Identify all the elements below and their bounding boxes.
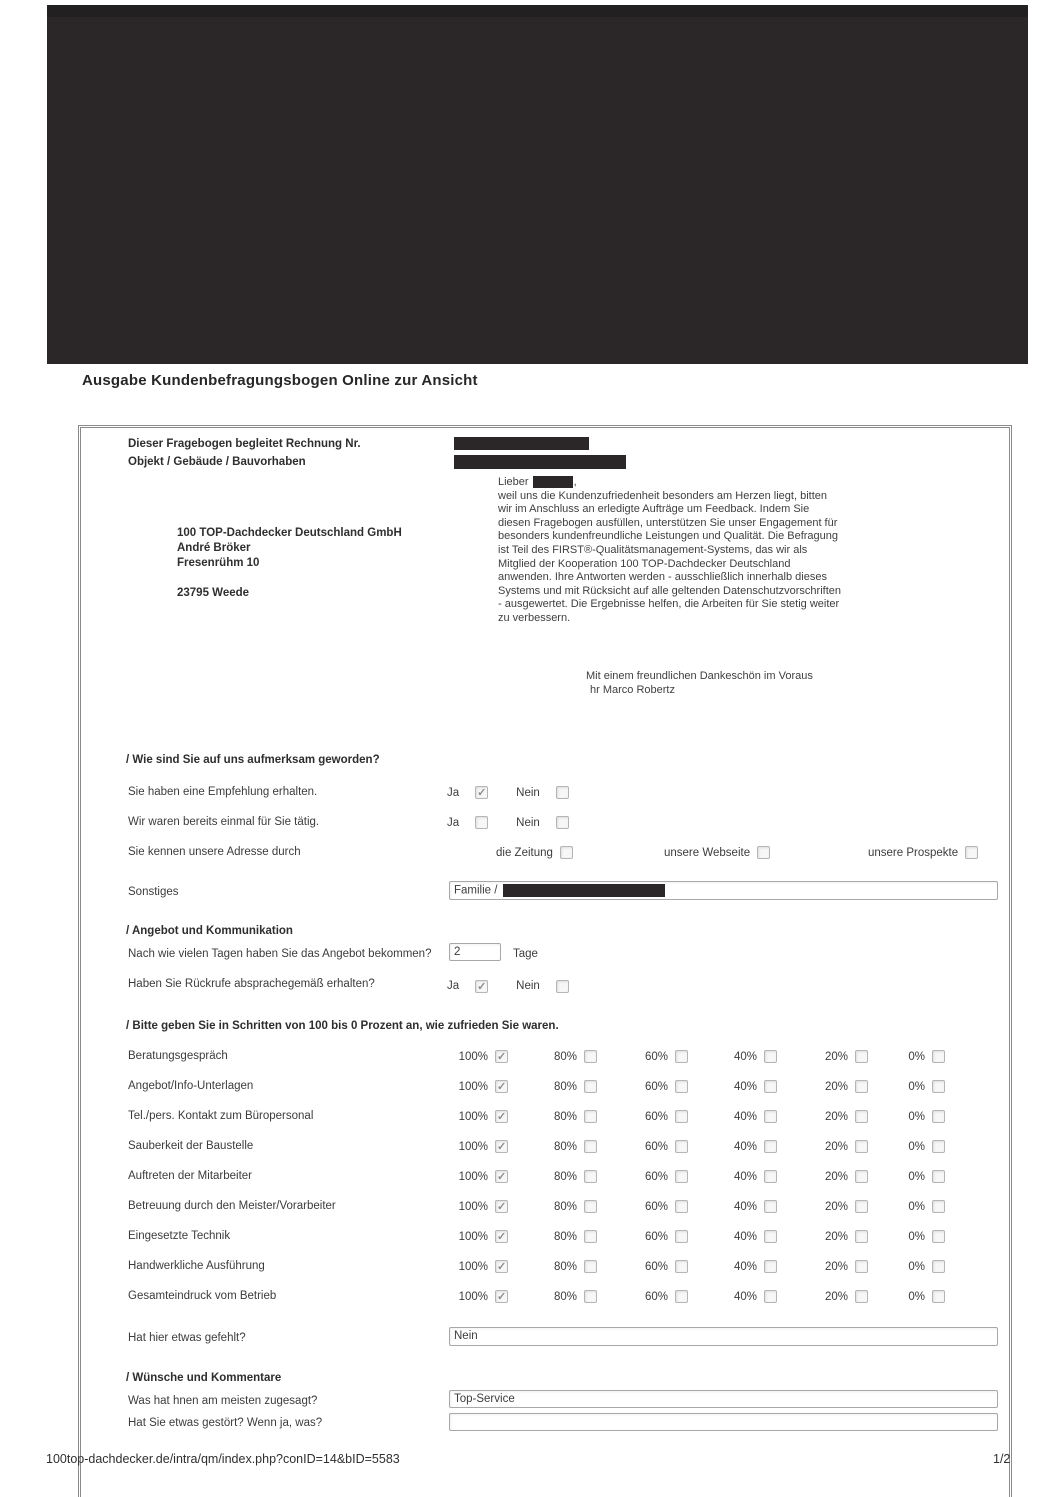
rating-option (543, 1050, 597, 1063)
letter-body: weil uns die Kundenzufriedenheit besonders am Herzen liegt, bitten wir im Anschluss an erledigte Aufträge um Feedback. Indem Sie diesen Fragebogen ausfüllen, unterstützen Sie unser Engagement für besonders kundenfreundliche Leistungen und Qualität. Die Befragung ist Teil des FIRST®-Qualitätsmanagement-Systems, das wir als Mitglied der Kooperation 100 TOP-Dachdecker Deutschland anwenden. Ihre Antworten werden - ausschließlich innerhalb dieses Systems und mit Rücksicht auf alle geltenden Datenschutzvorschriften - ausgewertet. Die Ergebnisse helfen, die Arbeiten für Sie stetig weiter zu verbessern. (498, 489, 841, 624)
checkbox-icon[interactable] (932, 1080, 945, 1093)
address-option (868, 846, 978, 859)
yes-label: Ja (447, 786, 460, 799)
rating-label: Angebot/Info-Unterlagen (128, 1080, 254, 1092)
question-label: Sie haben eine Empfehlung erhalten. (128, 786, 318, 798)
percent-label: 40% (733, 1170, 757, 1183)
checkbox-checked-icon[interactable] (495, 1230, 508, 1243)
checkbox-icon[interactable] (764, 1260, 777, 1273)
percent-label: 60% (644, 1170, 668, 1183)
address-option-label: unsere Prospekte (868, 846, 959, 859)
rating-option (814, 1290, 868, 1303)
percent-label: 80% (553, 1200, 577, 1213)
percent-label: 40% (733, 1050, 757, 1063)
rating-option (634, 1170, 688, 1183)
footer-page-indicator: 1/2 (993, 1452, 1011, 1466)
liked-input[interactable] (449, 1390, 998, 1408)
rating-option (454, 1230, 508, 1243)
rating-label: Tel./pers. Kontakt zum Büropersonal (128, 1110, 314, 1122)
checkbox-icon[interactable] (855, 1140, 868, 1153)
rating-option (543, 1200, 597, 1213)
rating-option (634, 1230, 688, 1243)
percent-label: 100% (458, 1080, 488, 1093)
checkbox-icon[interactable] (584, 1260, 597, 1273)
percent-label: 60% (644, 1080, 668, 1093)
percent-label: 40% (733, 1230, 757, 1243)
percent-label: 60% (644, 1230, 668, 1243)
percent-label: 20% (824, 1140, 848, 1153)
rating-row (81, 1110, 1015, 1126)
percent-label: 40% (733, 1200, 757, 1213)
page-title: Ausgabe Kundenbefragungsbogen Online zur Ansicht (82, 372, 478, 389)
awareness-question-row (81, 816, 1015, 832)
checkbox-icon[interactable] (764, 1080, 777, 1093)
checkbox-icon[interactable] (855, 1230, 868, 1243)
checkbox-icon[interactable] (584, 1080, 597, 1093)
checkbox-icon[interactable] (932, 1260, 945, 1273)
yes-label: Ja (447, 816, 460, 829)
rating-option (891, 1170, 945, 1183)
rating-row (81, 1050, 1015, 1066)
checkbox-icon[interactable] (932, 1290, 945, 1303)
rating-option (814, 1170, 868, 1183)
rating-row (81, 1200, 1015, 1216)
missing-input[interactable] (449, 1327, 998, 1346)
days-value: 2 (454, 946, 461, 958)
section-awareness-title: / Wie sind Sie auf uns aufmerksam geworden? (126, 754, 380, 766)
rating-option (543, 1170, 597, 1183)
rating-row (81, 1230, 1015, 1246)
checkbox-icon[interactable] (584, 1050, 597, 1063)
rating-option (891, 1290, 945, 1303)
checkbox-icon[interactable] (584, 1230, 597, 1243)
checkbox-icon[interactable] (764, 1140, 777, 1153)
checkbox-icon[interactable] (556, 980, 569, 993)
percent-label: 40% (733, 1260, 757, 1273)
rating-option (814, 1080, 868, 1093)
rating-option (454, 1170, 508, 1183)
checkbox-icon[interactable] (584, 1170, 597, 1183)
checkbox-icon[interactable] (675, 1200, 688, 1213)
rating-option (891, 1200, 945, 1213)
rating-option (814, 1230, 868, 1243)
rating-option (723, 1140, 777, 1153)
checkbox-icon[interactable] (855, 1110, 868, 1123)
percent-label: 80% (553, 1110, 577, 1123)
percent-label: 40% (733, 1110, 757, 1123)
sender-city: 23795 Weede (177, 587, 250, 599)
checkbox-icon[interactable] (932, 1050, 945, 1063)
percent-label: 0% (908, 1110, 925, 1123)
closing-line1: Mit einem freundlichen Dankeschön im Voraus (586, 670, 813, 682)
checkbox-icon[interactable] (764, 1230, 777, 1243)
disturbed-label: Hat Sie etwas gestört? Wenn ja, was? (128, 1417, 323, 1429)
rating-option (454, 1290, 508, 1303)
percent-label: 100% (458, 1170, 488, 1183)
other-label: Sonstiges (128, 886, 179, 898)
rating-option (634, 1140, 688, 1153)
address-question-label: Sie kennen unsere Adresse durch (128, 846, 301, 858)
percent-label: 80% (553, 1050, 577, 1063)
percent-label: 100% (458, 1230, 488, 1243)
liked-label: Was hat hnen am meisten zugesagt? (128, 1395, 318, 1407)
checkbox-icon[interactable] (855, 1080, 868, 1093)
rating-option (723, 1050, 777, 1063)
percent-label: 0% (908, 1260, 925, 1273)
percent-label: 60% (644, 1260, 668, 1273)
question-label: Wir waren bereits einmal für Sie tätig. (128, 816, 320, 828)
rating-option (454, 1200, 508, 1213)
checkbox-icon[interactable] (855, 1260, 868, 1273)
salutation-prefix: Lieber (498, 476, 529, 488)
percent-label: 100% (458, 1140, 488, 1153)
checkbox-icon[interactable] (675, 1230, 688, 1243)
checkbox-icon[interactable] (556, 816, 569, 829)
address-option-label: die Zeitung (496, 846, 553, 859)
object-label: Objekt / Gebäude / Bauvorhaben (128, 456, 306, 468)
footer-url: 100top-dachdecker.de/intra/qm/index.php?conID=14&bID=5583 (46, 1452, 400, 1466)
address-options (81, 846, 1015, 862)
rating-option (723, 1110, 777, 1123)
rating-option (454, 1140, 508, 1153)
checkbox-icon[interactable] (560, 846, 573, 859)
rating-option (543, 1290, 597, 1303)
rating-label: Betreuung durch den Meister/Vorarbeiter (128, 1200, 336, 1212)
rating-option (454, 1260, 508, 1273)
rating-option (891, 1230, 945, 1243)
checkbox-icon[interactable] (932, 1110, 945, 1123)
rating-option (723, 1260, 777, 1273)
days-question-label: Nach wie vielen Tagen haben Sie das Angebot bekommen? (128, 948, 432, 960)
percent-label: 100% (458, 1200, 488, 1213)
percent-label: 80% (553, 1290, 577, 1303)
percent-label: 80% (553, 1080, 577, 1093)
callback-question-label: Haben Sie Rückrufe absprachegemäß erhalten? (128, 978, 375, 990)
rating-option (634, 1290, 688, 1303)
rating-option (634, 1080, 688, 1093)
percent-label: 80% (553, 1170, 577, 1183)
checkbox-icon[interactable] (675, 1110, 688, 1123)
percent-label: 100% (458, 1290, 488, 1303)
percent-label: 20% (824, 1290, 848, 1303)
missing-label: Hat hier etwas gefehlt? (128, 1332, 246, 1344)
rating-row (81, 1140, 1015, 1156)
checkbox-icon[interactable] (764, 1050, 777, 1063)
checkbox-checked-icon[interactable] (475, 786, 488, 799)
rating-option (723, 1230, 777, 1243)
rating-option (814, 1200, 868, 1213)
percent-label: 60% (644, 1290, 668, 1303)
rating-option (543, 1260, 597, 1273)
rating-option (891, 1140, 945, 1153)
rating-option (634, 1260, 688, 1273)
rating-option (814, 1140, 868, 1153)
checkbox-icon[interactable] (932, 1230, 945, 1243)
rating-option (454, 1080, 508, 1093)
days-unit-label: Tage (513, 948, 538, 960)
rating-row (81, 1290, 1015, 1306)
rating-option (723, 1170, 777, 1183)
no-label: Nein (516, 816, 540, 829)
rating-option (891, 1110, 945, 1123)
section-comments-title: / Wünsche und Kommentare (126, 1372, 282, 1384)
letter-closing (586, 670, 813, 697)
rating-row (81, 1260, 1015, 1276)
checkbox-checked-icon[interactable] (495, 1200, 508, 1213)
rating-option (814, 1110, 868, 1123)
rating-option (814, 1050, 868, 1063)
callback-yes-no (447, 978, 569, 994)
checkbox-icon[interactable] (932, 1140, 945, 1153)
checkbox-checked-icon[interactable] (495, 1260, 508, 1273)
percent-label: 20% (824, 1260, 848, 1273)
percent-label: 0% (908, 1140, 925, 1153)
rating-label: Eingesetzte Technik (128, 1230, 231, 1242)
days-input[interactable] (449, 943, 501, 961)
invoice-number-label: Dieser Fragebogen begleitet Rechnung Nr. (128, 438, 361, 450)
checkbox-icon[interactable] (584, 1140, 597, 1153)
checkbox-checked-icon[interactable] (495, 1080, 508, 1093)
sender-contact: André Bröker (177, 542, 251, 554)
yes-no-pair (447, 786, 569, 799)
rating-option (634, 1050, 688, 1063)
checkbox-icon[interactable] (932, 1200, 945, 1213)
percent-label: 40% (733, 1080, 757, 1093)
rating-label: Beratungsgespräch (128, 1050, 228, 1062)
rating-row (81, 1080, 1015, 1096)
rating-option (723, 1080, 777, 1093)
checkbox-icon[interactable] (675, 1170, 688, 1183)
checkbox-icon[interactable] (556, 786, 569, 799)
checkbox-checked-icon[interactable] (475, 980, 488, 993)
address-option-label: unsere Webseite (664, 846, 751, 859)
rating-option (634, 1200, 688, 1213)
no-label: Nein (516, 786, 540, 799)
percent-label: 60% (644, 1110, 668, 1123)
rating-option (891, 1050, 945, 1063)
checkbox-icon[interactable] (675, 1140, 688, 1153)
missing-value: Nein (454, 1330, 478, 1342)
address-option (664, 846, 770, 859)
redacted-header-block (47, 5, 1028, 364)
disturbed-input[interactable] (449, 1413, 998, 1431)
checkbox-checked-icon[interactable] (495, 1140, 508, 1153)
checkbox-checked-icon[interactable] (495, 1050, 508, 1063)
yes-no-pair (447, 816, 569, 829)
checkbox-icon[interactable] (584, 1200, 597, 1213)
percent-label: 20% (824, 1170, 848, 1183)
address-option (496, 846, 573, 859)
percent-label: 0% (908, 1170, 925, 1183)
rating-option (454, 1110, 508, 1123)
percent-label: 0% (908, 1230, 925, 1243)
percent-label: 40% (733, 1140, 757, 1153)
rating-option (634, 1110, 688, 1123)
percent-label: 20% (824, 1050, 848, 1063)
other-input[interactable] (449, 881, 998, 900)
checkbox-icon[interactable] (675, 1050, 688, 1063)
percent-label: 80% (553, 1140, 577, 1153)
checkbox-icon[interactable] (965, 846, 978, 859)
rating-option (543, 1230, 597, 1243)
checkbox-checked-icon[interactable] (495, 1170, 508, 1183)
checkbox-icon[interactable] (764, 1200, 777, 1213)
checkbox-icon[interactable] (675, 1080, 688, 1093)
closing-line2: hr Marco Robertz (590, 683, 675, 696)
percent-label: 100% (458, 1260, 488, 1273)
section-offer-title: / Angebot und Kommunikation (126, 925, 293, 937)
percent-label: 100% (458, 1110, 488, 1123)
percent-label: 60% (644, 1140, 668, 1153)
rating-option (723, 1290, 777, 1303)
checkbox-icon[interactable] (475, 816, 488, 829)
rating-label: Gesamteindruck vom Betrieb (128, 1290, 277, 1302)
sender-street: Fresenrühm 10 (177, 557, 260, 569)
rating-option (543, 1140, 597, 1153)
redacted-object-value (454, 455, 626, 469)
rating-row (81, 1170, 1015, 1186)
percent-label: 0% (908, 1080, 925, 1093)
percent-label: 0% (908, 1050, 925, 1063)
rating-label: Sauberkeit der Baustelle (128, 1140, 254, 1152)
sender-address (177, 526, 402, 601)
checkbox-icon[interactable] (932, 1170, 945, 1183)
no-label: Nein (516, 980, 540, 992)
percent-label: 80% (553, 1230, 577, 1243)
checkbox-icon[interactable] (855, 1050, 868, 1063)
letter-block (498, 476, 843, 626)
percent-label: 20% (824, 1110, 848, 1123)
redacted-invoice-number (454, 437, 589, 450)
checkbox-icon[interactable] (675, 1260, 688, 1273)
percent-label: 40% (733, 1290, 757, 1303)
rating-label: Auftreten der Mitarbeiter (128, 1170, 253, 1182)
percent-label: 80% (553, 1260, 577, 1273)
checkbox-icon[interactable] (855, 1200, 868, 1213)
checkbox-icon[interactable] (855, 1290, 868, 1303)
checkbox-icon[interactable] (764, 1170, 777, 1183)
rating-option (543, 1080, 597, 1093)
section-ratings-title: / Bitte geben Sie in Schritten von 100 bis 0 Prozent an, wie zufrieden Sie waren. (126, 1020, 559, 1032)
percent-label: 60% (644, 1200, 668, 1213)
percent-label: 20% (824, 1230, 848, 1243)
rating-option (543, 1110, 597, 1123)
liked-value: Top-Service (454, 1393, 515, 1405)
percent-label: 100% (458, 1050, 488, 1063)
rating-option (891, 1080, 945, 1093)
percent-label: 20% (824, 1200, 848, 1213)
percent-label: 20% (824, 1080, 848, 1093)
redacted-name (533, 476, 573, 488)
checkbox-checked-icon[interactable] (495, 1110, 508, 1123)
checkbox-icon[interactable] (584, 1290, 597, 1303)
checkbox-icon[interactable] (584, 1110, 597, 1123)
checkbox-icon[interactable] (757, 846, 770, 859)
rating-option (891, 1260, 945, 1273)
rating-option (814, 1260, 868, 1273)
checkbox-icon[interactable] (855, 1170, 868, 1183)
checkbox-checked-icon[interactable] (495, 1290, 508, 1303)
redacted-other-value (503, 884, 665, 897)
rating-option (723, 1200, 777, 1213)
checkbox-icon[interactable] (764, 1110, 777, 1123)
percent-label: 0% (908, 1200, 925, 1213)
salutation-suffix: , (573, 476, 577, 488)
sender-company: 100 TOP-Dachdecker Deutschland GmbH (177, 527, 402, 539)
other-value: Familie / (454, 884, 498, 897)
rating-label: Handwerkliche Ausführung (128, 1260, 265, 1272)
survey-form (78, 425, 1012, 1497)
checkbox-icon[interactable] (764, 1290, 777, 1303)
percent-label: 60% (644, 1050, 668, 1063)
rating-option (454, 1050, 508, 1063)
yes-label: Ja (447, 980, 460, 992)
checkbox-icon[interactable] (675, 1290, 688, 1303)
percent-label: 0% (908, 1290, 925, 1303)
awareness-question-row (81, 786, 1015, 802)
